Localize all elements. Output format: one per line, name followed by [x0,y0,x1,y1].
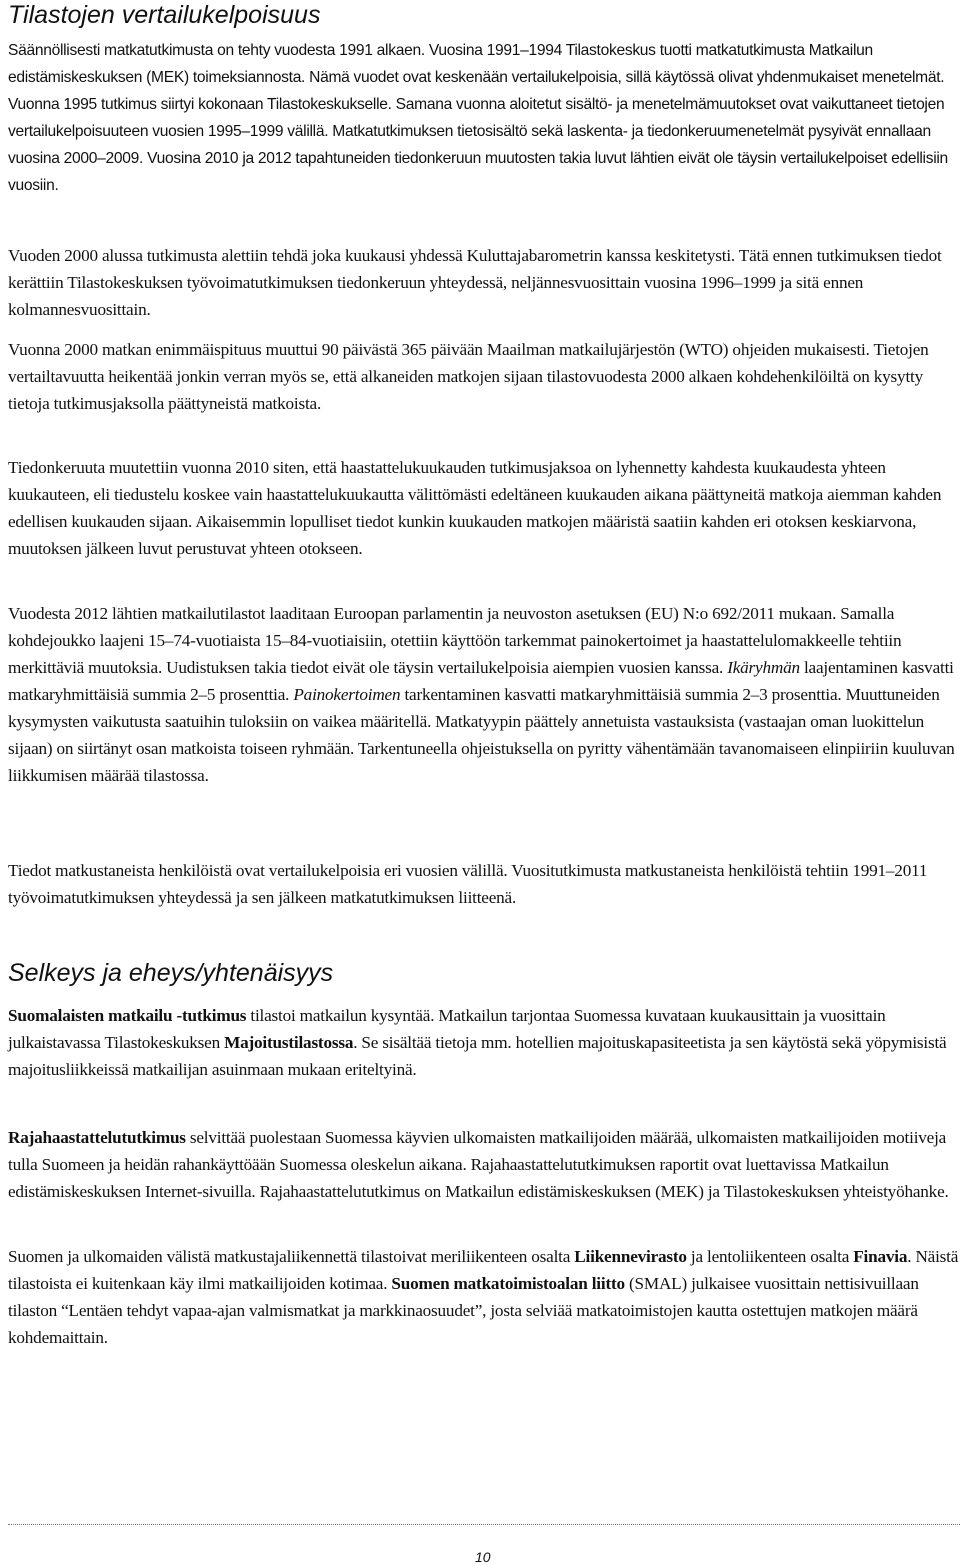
paragraph-2012-regulation [8,600,960,789]
emphasis-painokertoimen: Painokertoimen [293,685,401,704]
text-run: ja lentoliikenteen osalta [686,1247,854,1266]
text-run: (SMAL) julkaisee vuosittain nettisivuillaan tilaston “Lentäen tehdyt vapaa-ajan valmismatkat ja markkinaosuudet”, josta selviää matkatoimistojen kautta ostettujen matkojen määrä kohdemaittain. [8,1274,919,1347]
bold-term-smal: Suomen matkatoimistoalan liitto [391,1274,625,1293]
paragraph-2010-change: Tiedonkeruuta muutettiin vuonna 2010 siten, että haastattelukuukauden tutkimusjaksoa on lyhennetty kahdesta kuukaudesta yhteen kuukauteen, eli tiedustelu koskee vain haastattelukuukautta välittömästi edeltäneen kuukauden aikana päättyneitä matkoja aiemman kahden edellisen kuukauden sijaan. Aikaisemmin lopulliset tiedot kunkin kuukauden matkojen määristä saatiin kahden eri otoksen keskiarvona, muutoksen jälkeen luvut perustuvat yhteen otokseen. [8,458,942,558]
paragraph-suomalaisten-matkailu [8,1002,960,1083]
text-run: tarkentaminen kasvatti matkaryhmittäisiä summia 2–3 prosenttia. Muuttuneiden kysymysten vaikutusta saatuihin tuloksiin on vaikea määritellä. Matkatyypin päättely annetuista vastauksista (vastaajan oman luokittelun sijaan) on siirtänyt osan matkoista toiseen ryhmään. Tarkentuneella ohjeistuksella on pyritty vähentämään tavanomaiseen elinpiiriin kuuluvan liikkumisen määrää tilastossa. [8,685,955,785]
bold-term-liikennevirasto: Liikennevirasto [574,1247,687,1266]
text-run: Suomen ja ulkomaiden välistä matkustajaliikennettä tilastoivat meriliikenteen osalta [8,1247,575,1266]
section-title-vertailukelpoisuus: Tilastojen vertailukelpoisuus [8,1,321,29]
emphasis-ikaryhman: Ikäryhmän [727,658,800,677]
section-title-selkeys: Selkeys ja eheys/yhtenäisyys [8,959,334,987]
bold-term-rajahaastattelututkimus: Rajahaastattelututkimus [8,1128,186,1147]
text-run: . Se sisältää tietoja mm. hotellien majoituskapasiteetista ja sen käytöstä sekä yöpymisistä majoitusliikkeissä matkailijan asuinmaan mukaan eriteltyinä. [8,1033,947,1079]
text-run: . Näistä tilastoista ei kuitenkaan käy ilmi matkailijoiden kotimaa. [8,1247,959,1293]
footer-divider [8,1524,960,1525]
paragraph-data-collection: Vuoden 2000 alussa tutkimusta alettiin tehdä joka kuukausi yhdessä Kuluttajabarometrin kanssa keskitetysti. Tätä ennen tutkimuksen tiedot kerättiin Tilastokeskuksen työvoimatutkimuksen tiedonkeruun yhteydessä, neljännesvuosittain vuosina 1996–1999 ja sitä ennen kolmannesvuosittain. [8,246,942,319]
text-run: laajentaminen kasvatti matkaryhmittäisiä summia 2–5 prosenttia. [8,658,954,704]
text-run: Vuodesta 2012 lähtien matkailutilastot laaditaan Euroopan parlamentin ja neuvoston asetuksen (EU) N:o 692/2011 mukaan. Samalla kohdejoukko laajeni 15–74-vuotiaista 15–84-vuotiaisiin, otettiin käyttöön tarkemmat painokertoimet ja haastattelulomakkeelle tehtiin merkittäviä muutoksia. Uudistuksen takia tiedot eivät ole täysin vertailukelpoisia aiempien vuosien kanssa. [8,604,902,677]
text-run: tilastoi matkailun kysyntää. Matkailun tarjontaa Suomessa kuvataan kuukausittain ja vuosittain julkaistavassa Tilastokeskuksen [8,1006,886,1052]
paragraph-trip-length: Vuonna 2000 matkan enimmäispituus muuttui 90 päivästä 365 päivään Maailman matkailujärjestön (WTO) ohjeiden mukaisesti. Tietojen vertailtavuutta heikentää jonkin verran myös se, että alkaneiden matkojen sijaan tilastovuodesta 2000 alkaen kohdehenkilöiltä on kysytty tietoja tutkimusjaksolla päättyneistä matkoista. [8,340,929,413]
bold-term-suomalaisten-matkailu: Suomalaisten matkailu -tutkimus [8,1006,247,1025]
bold-term-finavia: Finavia [853,1247,908,1266]
paragraph-rajahaastattelu [8,1124,960,1205]
paragraph-passenger-traffic [8,1243,960,1351]
paragraph-history: Säännöllisesti matkatutkimusta on tehty vuodesta 1991 alkaen. Vuosina 1991–1994 Tilastokeskus tuotti matkatutkimusta Matkailun edistämiskeskuksen (MEK) toimeksiannosta. Nämä vuodet ovat keskenään vertailukelpoisia, sillä käytössä olivat yhdenmukaiset menetelmät. Vuonna 1995 tutkimus siirtyi kokonaan Tilastokeskukselle. Samana vuonna aloitetut sisältö- ja menetelmämuutokset ovat vaikuttaneet tietojen vertailukelpoisuuteen vuosien 1995–1999 välillä. Matkatutkimuksen tietosisältö sekä laskenta- ja tiedonkeruumenetelmät pysyivät ennallaan vuosina 2000–2009. Vuosina 2010 ja 2012 tapahtuneiden tiedonkeruun muutosten takia luvut lähtien eivät ole täysin vertailukelpoiset edellisiin vuosiin. [8,42,948,194]
page-number: 10 [475,1549,491,1565]
bold-term-majoitustilasto: Majoitustilastossa [224,1033,354,1052]
paragraph-travellers: Tiedot matkustaneista henkilöistä ovat vertailukelpoisia eri vuosien välillä. Vuositutkimusta matkustaneista henkilöistä tehtiin 1991–2011 työvoimatutkimuksen yhteydessä ja sen jälkeen matkatutkimuksen liitteenä. [8,861,928,907]
text-run: selvittää puolestaan Suomessa käyvien ulkomaisten matkailijoiden määrää, ulkomaisten matkailijoiden motiiveja tulla Suomeen ja heidän rahankäyttöään Suomessa oleskelun aikana. Rajahaastattelututkimuksen raportit ovat luettavissa Matkailun edistämiskeskuksen Internet-sivuilla. Rajahaastattelututkimus on Matkailun edistämiskeskuksen (MEK) ja Tilastokeskuksen yhteistyöhanke. [8,1128,949,1201]
